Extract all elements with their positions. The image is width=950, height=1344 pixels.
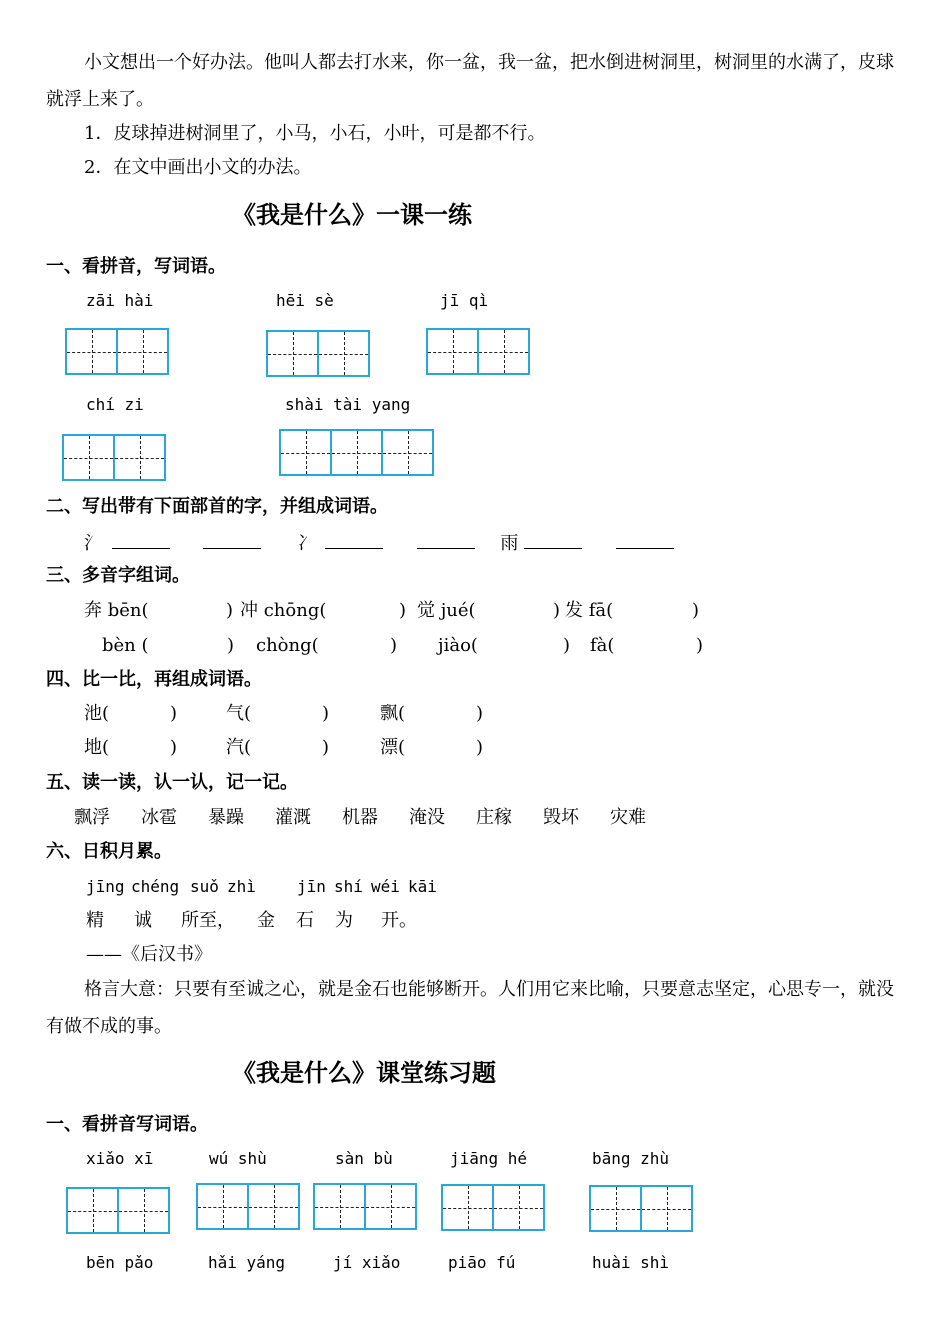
paren-close: ) <box>696 635 704 656</box>
a-q2-heading: 二、写出带有下面部首的字，并组成词语。 <box>46 496 388 517</box>
paren-close: ) <box>170 703 178 724</box>
idiom-pinyin-3: suǒ <box>190 877 219 896</box>
b-pinyin-2: wú shù <box>209 1149 267 1168</box>
word-4: 灌溉 <box>275 807 311 828</box>
compare-2b: 汽( <box>226 737 252 758</box>
a-q1-pinyin-2: hēi sè <box>276 291 334 310</box>
passage-question-2: 2．在文中画出小文的办法。 <box>84 157 312 178</box>
polyphone-4b: fà( <box>590 635 615 656</box>
compare-1a: 池( <box>84 703 110 724</box>
paren-close: ) <box>170 737 178 758</box>
writing-grid[interactable] <box>426 328 530 375</box>
compare-2a: 气( <box>226 703 252 724</box>
polyphone-4a: 发 fā( <box>565 600 614 621</box>
b-q1-heading: 一、看拼音写词语。 <box>46 1114 208 1135</box>
writing-grid[interactable] <box>313 1183 417 1230</box>
idiom-pinyin-4: zhì <box>227 877 256 896</box>
answer-blank[interactable] <box>417 534 475 549</box>
a-q1-pinyin-1: zāi hài <box>86 291 154 310</box>
b-pinyin-1: xiǎo xī <box>86 1149 154 1168</box>
b-pinyin-5: bāng zhù <box>592 1149 670 1168</box>
word-7: 庄稼 <box>476 807 512 828</box>
writing-grid[interactable] <box>279 429 434 476</box>
idiom-pinyin-6: shí <box>334 877 363 896</box>
a-q5-heading: 五、读一读，认一认，记一记。 <box>46 772 298 793</box>
paren-close: ) <box>399 600 407 621</box>
paren-close: ) <box>322 703 330 724</box>
word-8: 毁坏 <box>543 807 579 828</box>
compare-3a: 飘( <box>380 703 406 724</box>
compare-3b: 漂( <box>380 737 406 758</box>
compare-1b: 地( <box>84 737 110 758</box>
idiom-char-4: 金 <box>257 910 275 931</box>
b-pinyin-3: sàn bù <box>335 1149 393 1168</box>
paren-close: ) <box>476 737 484 758</box>
writing-grid[interactable] <box>441 1184 545 1231</box>
paren-close: ) <box>553 600 561 621</box>
paren-close: ) <box>227 635 235 656</box>
radical-row <box>84 534 674 553</box>
paren-close: ) <box>563 635 571 656</box>
b-pinyin-6: bēn pǎo <box>86 1253 154 1272</box>
polyphone-2a: 冲 chōng( <box>240 600 327 621</box>
b-pinyin-4: jiāng hé <box>450 1149 528 1168</box>
writing-grid[interactable] <box>266 330 370 377</box>
polyphone-1b: bèn ( <box>102 635 149 656</box>
section-a-title: 《我是什么》一课一练 <box>232 201 472 229</box>
idiom-char-1: 精 <box>86 910 104 931</box>
polyphone-3a: 觉 jué( <box>417 600 476 621</box>
answer-blank[interactable] <box>524 534 582 549</box>
a-q1-pinyin-5: shài tài yang <box>285 395 411 414</box>
passage-question-1: 1．皮球掉进树洞里了，小马，小石，小叶，可是都不行。 <box>84 123 546 144</box>
idiom-char-6: 为 <box>335 910 353 931</box>
idiom-pinyin-8: kāi <box>408 877 437 896</box>
b-pinyin-10: huài shì <box>592 1253 670 1272</box>
a-q1-pinyin-3: jī qì <box>440 291 489 310</box>
word-6: 淹没 <box>409 807 445 828</box>
word-2: 冰雹 <box>141 807 177 828</box>
idiom-meaning-line-1: 格言大意：只要有至诚之心，就是金石也能够断开。人们用它来比喻，只要意志坚定，心思专一，就没 <box>84 979 894 1000</box>
paren-close: ) <box>322 737 330 758</box>
a-q1-heading: 一、看拼音，写词语。 <box>46 256 226 277</box>
paren-close: ) <box>476 703 484 724</box>
answer-blank[interactable] <box>616 534 674 549</box>
polyphone-2b: chòng( <box>256 635 319 656</box>
passage-line-1: 小文想出一个好办法。他叫人都去打水来，你一盆，我一盆，把水倒进树洞里，树洞里的水满了，皮球 <box>84 52 894 73</box>
a-q6-heading: 六、日积月累。 <box>46 841 172 862</box>
polyphone-3b: jiào( <box>438 635 478 656</box>
passage-line-2: 就浮上来了。 <box>46 89 154 110</box>
b-pinyin-8: jí xiǎo <box>333 1253 401 1272</box>
idiom-char-7: 开。 <box>381 910 417 931</box>
a-q3-heading: 三、多音字组词。 <box>46 565 190 586</box>
idiom-pinyin-1: jīng <box>86 877 125 896</box>
paren-close: ) <box>390 635 398 656</box>
idiom-char-3: 所至， <box>181 910 235 931</box>
radical-2: 冫 <box>297 533 316 554</box>
idiom-pinyin-7: wéi <box>371 877 400 896</box>
answer-blank[interactable] <box>325 534 383 549</box>
idiom-pinyin-5: jīn <box>297 877 326 896</box>
section-b-title: 《我是什么》课堂练习题 <box>232 1059 496 1087</box>
writing-grid[interactable] <box>196 1183 300 1230</box>
writing-grid[interactable] <box>66 1187 170 1234</box>
idiom-pinyin-2: chéng <box>131 877 180 896</box>
idiom-char-5: 石 <box>296 910 314 931</box>
b-pinyin-9: piāo fú <box>448 1253 516 1272</box>
writing-grid[interactable] <box>589 1185 693 1232</box>
answer-blank[interactable] <box>112 534 170 549</box>
word-3: 暴躁 <box>208 807 244 828</box>
radical-3: 雨 <box>500 533 519 554</box>
polyphone-1a: 奔 bēn( <box>84 600 149 621</box>
a-q1-pinyin-4: chí zi <box>86 395 144 414</box>
word-9: 灾难 <box>610 807 646 828</box>
word-5: 机器 <box>342 807 378 828</box>
idiom-meaning-line-2: 有做不成的事。 <box>46 1016 172 1037</box>
a-q4-heading: 四、比一比，再组成词语。 <box>46 669 262 690</box>
radical-1: 氵 <box>84 533 102 554</box>
b-pinyin-7: hǎi yáng <box>208 1253 286 1272</box>
idiom-source: ——《后汉书》 <box>86 944 212 965</box>
writing-grid[interactable] <box>62 434 166 481</box>
paren-close: ) <box>692 600 700 621</box>
writing-grid[interactable] <box>65 328 169 375</box>
word-1: 飘浮 <box>74 807 110 828</box>
answer-blank[interactable] <box>203 534 261 549</box>
paren-close: ) <box>226 600 234 621</box>
idiom-char-2: 诚 <box>134 910 152 931</box>
